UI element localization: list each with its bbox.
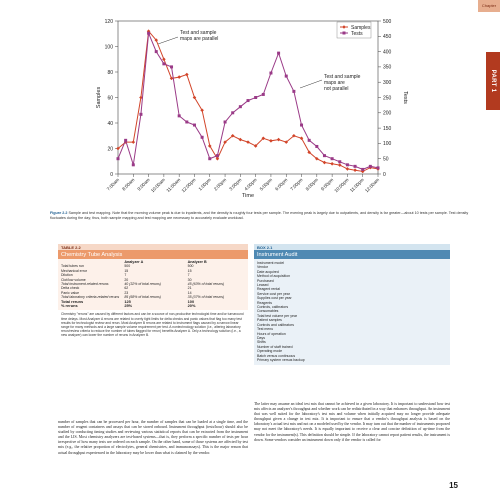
y2-tick-label: 150 bbox=[383, 125, 392, 132]
figure-caption bbox=[50, 211, 470, 220]
box-list-item: Leased bbox=[257, 283, 269, 288]
series-point bbox=[323, 161, 327, 165]
box-body bbox=[254, 259, 450, 365]
table-title: Chemistry Tube Analysis bbox=[58, 250, 248, 259]
table-cell: 7 bbox=[187, 273, 190, 278]
series-point bbox=[246, 140, 250, 144]
x-tick-label: 9:00am bbox=[136, 177, 151, 192]
x-tick-label: 1:00pm bbox=[197, 177, 212, 192]
series-point bbox=[131, 140, 135, 144]
box-list-item: Days bbox=[257, 335, 265, 340]
sample-test-mapping-chart bbox=[0, 0, 500, 212]
annotation-text: Test and sample bbox=[180, 30, 217, 36]
y-tick-label: 60 bbox=[107, 95, 113, 102]
table-cell: Total laboratory criteria-related reruns bbox=[61, 295, 120, 300]
series-point bbox=[239, 138, 243, 142]
table-cell: 20% bbox=[187, 303, 196, 309]
series-point bbox=[224, 120, 227, 123]
series-point bbox=[292, 90, 295, 93]
table-cell: Mechanical error bbox=[61, 268, 88, 273]
part-label: PART 1 bbox=[490, 69, 496, 93]
series-point bbox=[361, 168, 364, 171]
table-cell: 15 bbox=[187, 268, 192, 273]
series-point bbox=[308, 139, 311, 142]
table-cell: 125 bbox=[124, 298, 131, 304]
plot-frame bbox=[118, 21, 378, 174]
x-tick-label: 8:00am bbox=[121, 177, 136, 192]
table-cell: 20 bbox=[124, 277, 129, 282]
box-list-item: Total test volume per year bbox=[257, 313, 298, 318]
series-point bbox=[338, 160, 341, 163]
table-cell: Total instrument-related reruns bbox=[61, 282, 109, 287]
series-point bbox=[346, 167, 350, 171]
table-footnote: Chemistry "reruns" are caused by different factors and can be a source of non-productive technologist time and/or turnaround time delays. Most Analyzer A reruns are related to overly tight limits for delta checks and panic values that flag too many test results for technologist review and rerun. Most Analyzer B reruns are related to instrument flags caused by a narrow linear range for many methods and a large sample volume requirement per test. A nontechnology solution (i.e., altering laboratory rerun/review criteria to reduce the number of tubes flagged for rerun) benefits Analyzer A. Only a technology solution (i.e., a new analyzer) can lower the number of reruns in Analyzer B. bbox=[61, 312, 244, 337]
series-point bbox=[285, 75, 288, 78]
legend-marker bbox=[343, 32, 346, 35]
legend-label: Tests bbox=[351, 30, 363, 37]
box-list-item: Reagents bbox=[257, 300, 272, 305]
series-point bbox=[300, 124, 303, 127]
body-text-right: The latter may assume an ideal test mix that cannot be achieved in a given laboratory. It is important to understand how test mix affects an analyzer's throughput and whether work can be redistributed in a way that enhances throughput. An instrument that was well suited for the laboratory's test mix and volume when initially acquired may no longer provide adequate throughput given a change in test mix. It is important to ensure that a vendor's throughput analysis is based on the laboratory's actual test mix and not on a modeled used by the vendor. It may turn out that the number of instruments proposed may not meet the laboratory's needs. It is equally important to receive a clear and concise definition of up-time from the vendor for the instrument(s). This definition should be simple. If the laboratory cannot report patient results, the instrument is down. Some vendors consider an instrument down only if the vendor is called for bbox=[254, 402, 450, 442]
y-axis-title: Samples bbox=[96, 86, 102, 109]
box-list-item: Reagent rental bbox=[257, 287, 280, 292]
y-tick-label: 20 bbox=[107, 146, 113, 153]
series-point bbox=[147, 32, 150, 35]
series-point bbox=[338, 163, 342, 167]
box-list-item: Vendor bbox=[257, 265, 269, 270]
series-point bbox=[124, 139, 127, 142]
series-point bbox=[170, 65, 173, 68]
table-cell: 21 bbox=[187, 286, 192, 291]
annotation-leader bbox=[300, 80, 322, 88]
series-point bbox=[201, 136, 204, 139]
series-point bbox=[239, 105, 242, 108]
y2-tick-label: 300 bbox=[383, 80, 392, 86]
table-cell: 500 bbox=[187, 264, 194, 269]
series-point bbox=[162, 57, 166, 61]
figure-caption-text: Sample and test mapping. Note that the morning volume peak is due to inpatients, and the density is roughly four tests per sample. The evening peak is largely due to outpatients, and density is far greater—about 10 tests per sample. Test density fluctuates during the day; thus, both sample mapping and test mapping are necessary to accurately evaluate workload. bbox=[50, 211, 469, 220]
series-point bbox=[132, 163, 135, 166]
box-list-item: Primary system versus backup bbox=[257, 357, 305, 362]
x-tick-label: 5:00pm bbox=[258, 177, 274, 192]
series-point bbox=[193, 124, 196, 127]
table-header-cell: Analyzer B bbox=[187, 260, 207, 264]
table-cell: 100 bbox=[187, 298, 195, 304]
series-point bbox=[254, 96, 257, 99]
table-cell: 40 (32% of total reruns) bbox=[124, 282, 161, 287]
y2-tick-label: 450 bbox=[383, 34, 392, 41]
x-tick-label: 11:00pm bbox=[348, 177, 365, 194]
box-list-item: Batch versus continuous bbox=[257, 353, 296, 358]
series-point bbox=[139, 113, 142, 116]
x-tick-label: 12:00pm bbox=[180, 177, 197, 194]
series-point bbox=[269, 139, 273, 143]
table-cell: Delta check bbox=[61, 286, 80, 291]
box-list-item: Number of staff trained bbox=[257, 344, 293, 349]
series-point bbox=[117, 157, 120, 160]
box-list-item: Service cost per year bbox=[257, 291, 290, 296]
box-list-item: Operating mode bbox=[257, 349, 283, 354]
box-list-item: Consumables bbox=[257, 309, 279, 314]
x-tick-label: 7:00am bbox=[105, 177, 121, 192]
series-point bbox=[377, 166, 380, 169]
x-tick-label: 9:00pm bbox=[319, 177, 335, 192]
series-point bbox=[262, 93, 265, 96]
table-cell: Total tubes run bbox=[61, 264, 84, 269]
series-point bbox=[178, 114, 181, 117]
series-point bbox=[354, 165, 357, 168]
box-list-item: Instrument model bbox=[257, 261, 285, 265]
series-point bbox=[300, 137, 304, 141]
table-cell: 7 bbox=[124, 273, 127, 278]
x-axis-title: Time bbox=[241, 193, 255, 199]
box-list-item: Test menu bbox=[257, 327, 274, 332]
table-cell: Dilution bbox=[61, 273, 73, 278]
series-point bbox=[155, 50, 158, 53]
box-list-item: Date acquired bbox=[257, 269, 279, 274]
series-point bbox=[216, 154, 219, 157]
series-point bbox=[323, 154, 326, 157]
series-point bbox=[269, 72, 272, 75]
y2-tick-label: 250 bbox=[383, 95, 392, 102]
x-tick-label: 11:00am bbox=[165, 177, 182, 194]
y-tick-label: 120 bbox=[104, 18, 113, 25]
y2-tick-label: 400 bbox=[383, 49, 392, 56]
table-cell: 62 bbox=[124, 286, 129, 291]
y2-tick-label: 0 bbox=[383, 171, 386, 178]
table-cell: 30 bbox=[187, 277, 192, 282]
box-list-item: Purchased bbox=[257, 278, 274, 283]
box-list-item: Shifts bbox=[257, 340, 266, 345]
series-point bbox=[331, 157, 334, 160]
box-list-item: Hours of operation bbox=[257, 331, 286, 336]
series-point bbox=[277, 138, 281, 142]
y2-axis-title: Tests bbox=[402, 91, 408, 104]
table-cell: Panic value bbox=[61, 290, 80, 295]
table-cell: 15 bbox=[124, 268, 129, 273]
table-cell: 35 (37% of total reruns) bbox=[187, 295, 225, 300]
y-tick-label: 40 bbox=[107, 120, 113, 127]
y-tick-label: 80 bbox=[107, 69, 113, 76]
chapter-corner-tab: Chapter bbox=[478, 0, 500, 12]
annotation-text: not parallel bbox=[324, 86, 349, 92]
x-tick-label: 2:00pm bbox=[212, 177, 228, 192]
annotation-text: Test and sample bbox=[324, 74, 361, 80]
series-point bbox=[208, 157, 211, 160]
x-tick-label: 8:00pm bbox=[304, 177, 320, 192]
x-tick-label: 10:00pm bbox=[333, 177, 350, 194]
page-number: 15 bbox=[449, 481, 458, 490]
box-title: Instrument Audit bbox=[254, 250, 450, 259]
box-number: BOX 2.1 bbox=[254, 244, 450, 250]
series-point bbox=[369, 165, 372, 168]
series-point bbox=[231, 111, 234, 114]
table-cell: % reruns bbox=[61, 303, 78, 309]
series-point bbox=[330, 162, 334, 166]
table-cell: 23 bbox=[124, 290, 129, 295]
table-cell: 85 (68% of total reruns) bbox=[124, 295, 161, 300]
y2-tick-label: 350 bbox=[383, 64, 392, 71]
table-cell: 45 (63% of total reruns) bbox=[187, 282, 225, 287]
table-cell: 500 bbox=[124, 264, 131, 269]
figure-label: Figure 2.2 bbox=[50, 211, 68, 215]
x-tick-label: 3:00pm bbox=[228, 177, 243, 192]
series-point bbox=[185, 73, 189, 77]
legend-label: Samples bbox=[351, 24, 371, 31]
box-list-item: Controls, calibrators bbox=[257, 305, 289, 310]
table-number: TABLE 2.2 bbox=[58, 244, 248, 250]
series-point bbox=[162, 62, 165, 65]
series-point bbox=[353, 168, 357, 172]
annotation-text: maps are parallel bbox=[180, 36, 219, 42]
y-tick-label: 0 bbox=[110, 171, 113, 178]
x-tick-label: 12:00am bbox=[364, 177, 381, 194]
chemistry-tube-table bbox=[58, 244, 248, 337]
x-tick-label: 10:00am bbox=[149, 177, 167, 194]
box-list-item: Patient samples bbox=[257, 318, 282, 323]
series-point bbox=[277, 52, 280, 55]
y2-tick-label: 200 bbox=[383, 110, 392, 117]
x-tick-label: 4:00pm bbox=[243, 177, 258, 192]
table-cell: Total reruns bbox=[61, 298, 84, 304]
table-cell: Clot/low volume bbox=[61, 277, 86, 282]
x-tick-label: 7:00pm bbox=[289, 177, 304, 192]
box-list-item: Supplies cost per year bbox=[257, 296, 292, 301]
series-point bbox=[177, 75, 181, 79]
y2-tick-label: 100 bbox=[383, 141, 392, 148]
series-point bbox=[346, 163, 349, 166]
series-point bbox=[315, 145, 318, 148]
body-text-left: number of samples that can be processed per hour, the number of samples that can be loaded at a single time, and the number of reagent containers and assays that can be stored onboard. Instrument throughput (tests/hour) should also be studied by conducting timing studies and reviewing various statistical reports that can be extracted from the instrument and the LIS. Most chemistry analyzers are test-based systems—that is, they perform a specific number of tests per hour irrespective of how many tests are ordered on each sample. On the other hand, some of those systems are affected by test mix (e.g., the relative proportion of electrolytes, general chemistries, and immunoassays). This is the major reason that actual throughput experienced in the laboratory may be lower than what is claimed by the vendor. bbox=[58, 420, 248, 455]
box-list-item: Controls and calibrators bbox=[257, 322, 294, 327]
series-point bbox=[185, 120, 188, 123]
series-point bbox=[247, 99, 250, 102]
annotation-leader bbox=[158, 37, 178, 44]
table-row bbox=[58, 304, 248, 308]
y-tick-label: 100 bbox=[104, 44, 113, 51]
table-cell: 25% bbox=[124, 303, 133, 309]
y2-tick-label: 50 bbox=[383, 156, 389, 163]
x-tick-label: 6:00pm bbox=[274, 177, 289, 192]
table-body bbox=[58, 259, 248, 310]
table-cell: 14 bbox=[187, 290, 192, 295]
table-header-cell: Analyzer A bbox=[124, 260, 144, 264]
annotation-text: maps are bbox=[324, 80, 345, 86]
y2-tick-label: 500 bbox=[383, 18, 392, 25]
box-list-item: Method of acquisition bbox=[257, 274, 291, 279]
instrument-audit-box bbox=[254, 244, 450, 365]
